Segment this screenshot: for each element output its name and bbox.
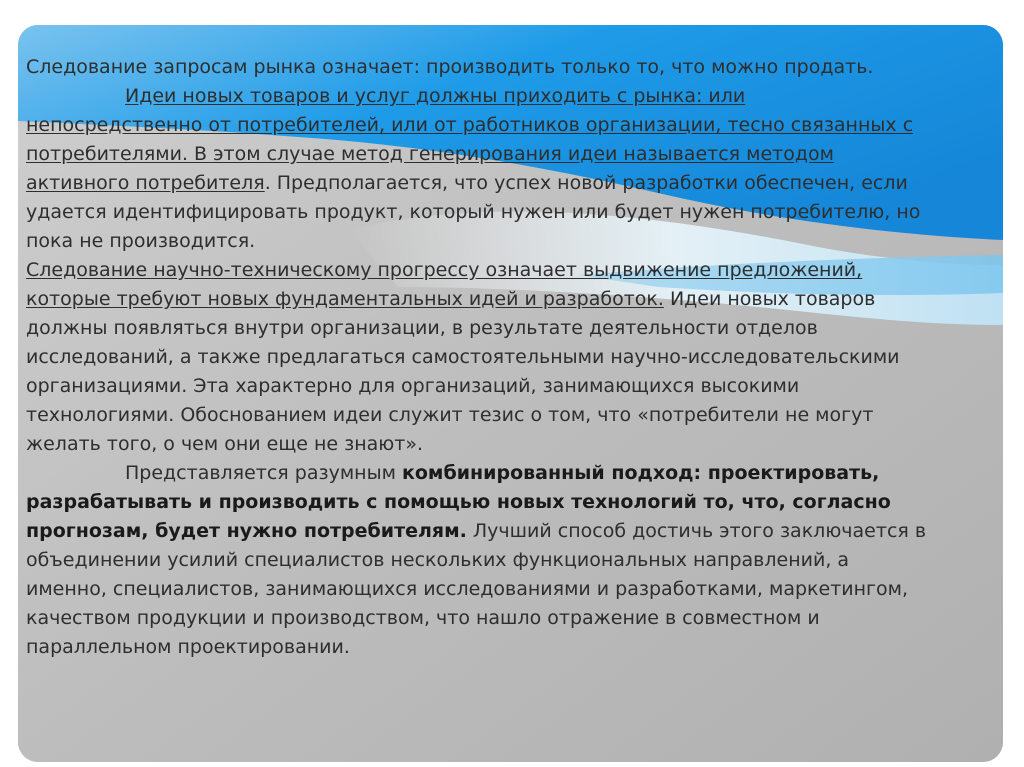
text-line: должны появляться внутри организации, в результате деятельности отделов [26, 317, 818, 339]
text-line: качеством продукции и производством, что нашло отражение в совместном и [26, 607, 820, 629]
text-line: желать того, о чем они еще не знают». [26, 433, 424, 455]
text-line: объединении усилий специалистов нескольких функциональных направлений, а [26, 549, 850, 571]
text-line: пока не производится. [26, 230, 256, 252]
text-line: которые требуют новых фундаментальных идей и разработок. Идеи новых товаров [26, 288, 876, 310]
text-line: Идеи новых товаров и услуг должны приходить с рынка: или [125, 85, 746, 107]
text-line: параллельном проектировании. [26, 636, 350, 658]
text-line: исследований, а также предлагаться самостоятельными научно-исследовательскими [26, 346, 900, 368]
text-line: технологиями. Обоснованием идеи служит тезис о том, что «потребители не могут [26, 404, 874, 426]
text-line: Представляется разумным комбинированный подход: проектировать, [125, 462, 880, 484]
slide-card [18, 25, 1003, 762]
text-line: разрабатывать и производить с помощью новых технологий то, что, согласно [26, 491, 891, 513]
text-line: удается идентифицировать продукт, который нужен или будет нужен потребителю, но [26, 201, 921, 223]
text-line: потребителями. В этом случае метод генерирования идеи называется методом [26, 143, 834, 165]
body-text [26, 53, 998, 662]
text-line: активного потребителя. Предполагается, что успех новой разработки обеспечен, если [26, 172, 908, 194]
text-line: именно, специалистов, занимающихся исследованиями и разработками, маркетингом, [26, 578, 909, 600]
text-line: непосредственно от потребителей, или от работников организации, тесно связанных с [26, 114, 914, 136]
text-line: Следование научно-техническому прогрессу означает выдвижение предложений, [26, 259, 863, 281]
text-line: Следование запросам рынка означает: производить только то, что можно продать. [26, 56, 874, 78]
text-line: организациями. Эта характерно для организаций, занимающихся высокими [26, 375, 800, 397]
text-line: прогнозам, будет нужно потребителям. Лучший способ достичь этого заключается в [26, 520, 927, 542]
